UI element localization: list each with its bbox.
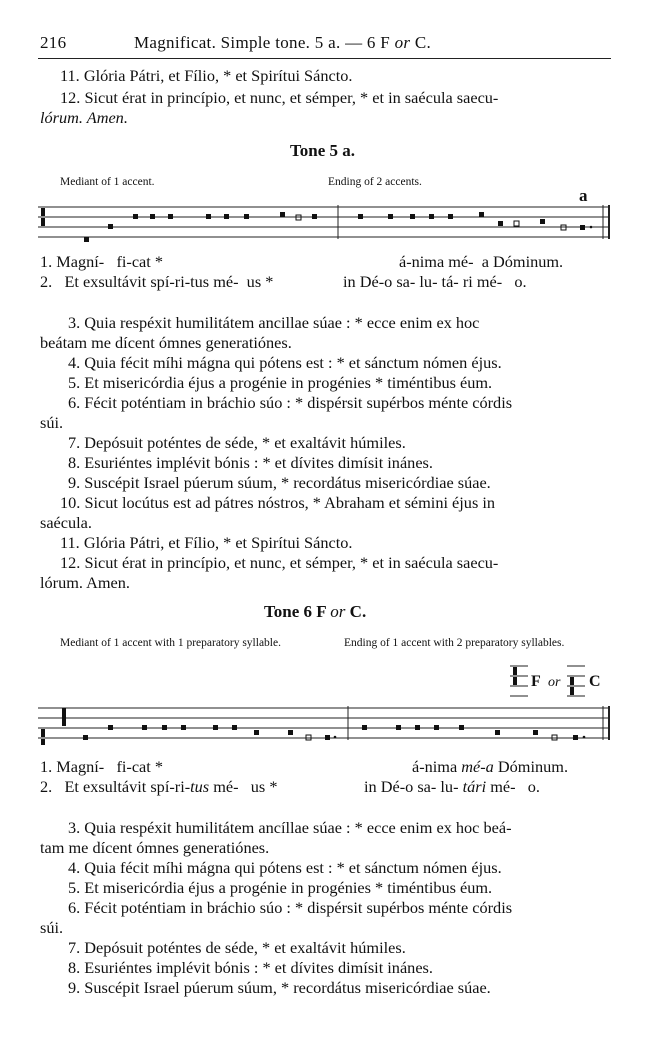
running-title-text: Magnificat. Simple tone. 5 a. — 6 F [134,33,391,52]
verse-line: 6. Fécit poténtiam in bráchio súo : * dispérsit supérbos ménte córdis [68,393,513,412]
neume [84,237,89,242]
neume [312,214,317,219]
verse-line: 4. Quia fécit míhi mágna qui pótens est : * et sánctum nómen éjus. [68,858,502,877]
neume [498,221,503,226]
neume [213,725,218,730]
neume [495,730,500,735]
verse-line: 7. Depósuit poténtes de séde, * et exaltávit húmiles. [68,938,406,957]
running-title-tail: C. [414,33,432,52]
neume [459,725,464,730]
neume [573,735,578,740]
tone6-underlay-1: 1. Magní- fi-cat * [40,757,164,776]
clef-c-letter: C [589,673,601,690]
tone5-ending-letter: a [579,186,588,205]
verse-continuation: saécula. [40,513,92,532]
tone6-mediant-label: Mediant of 1 accent with 1 preparatory syllable. [60,637,281,649]
c-clef-icon [567,662,587,702]
neume [244,214,249,219]
neume [580,225,585,230]
verse-line: 12. Sicut érat in princípio, et nunc, et sémper, * et in saécula saecu- [60,88,499,107]
c-clef-icon [41,208,45,216]
tone6-underlay-2: 2. Et exsultávit spí-ri-tus mé- us * [40,777,278,796]
neume [396,725,401,730]
tone5-underlay-2: 2. Et exsultávit spí-ri-tus mé- us * [40,272,274,291]
neume [150,214,155,219]
tone5-title: Tone 5 a. [290,141,356,160]
verse-line: 10. Sicut locútus est ad pátres nóstros, * Abraham et sémini éjus in [60,493,496,512]
neume [168,214,173,219]
clef-or: or [548,675,561,690]
f-clef-icon [510,662,530,702]
neume [288,730,293,735]
verse-continuation: tam me dícent ómnes generatiónes. [40,838,270,857]
page-number: 216 [40,33,67,52]
neume [224,214,229,219]
neume [325,735,330,740]
neume [388,214,393,219]
tone6-staff [38,706,613,748]
tone6-underlay-1b: á-nima mé-a Dóminum. [412,757,569,776]
verse-continuation: súi. [40,918,64,937]
clef-f-letter: F [531,673,541,690]
neume [232,725,237,730]
tone5-ending-label: Ending of 2 accents. [328,176,422,188]
verse-line: 9. Suscépit Israel púerum súum, * recordátus misericórdiae súae. [68,473,491,492]
neume [108,725,113,730]
tone5-underlay-1b: á-nima mé- a Dóminum. [399,252,564,271]
verse-line: 8. Esuriéntes implévit bónis : * et dívites dimísit inánes. [68,453,433,472]
neume [108,224,113,229]
neume [434,725,439,730]
neume [280,212,285,217]
custos [62,708,66,726]
neume [133,214,138,219]
verse-line: 5. Et misericórdia éjus a progénie in progénies * timéntibus éum. [68,373,493,392]
tone5-mediant-label: Mediant of 1 accent. [60,176,155,188]
neume [415,725,420,730]
tone6-ending-label: Ending of 1 accent with 2 preparatory syllables. [344,637,565,649]
tone5-underlay-2b: in Dé-o sa- lu- tá- ri mé- o. [343,272,527,291]
neume [448,214,453,219]
verse-line: 6. Fécit poténtiam in bráchio súo : * dispérsit supérbos ménte córdis [68,898,513,917]
header-rule [38,58,611,59]
neume [83,735,88,740]
neume [162,725,167,730]
neume [533,730,538,735]
neume [410,214,415,219]
tone6-underlay-2b: in Dé-o sa- lu- tári mé- o. [364,777,540,796]
tone5-staff [38,205,613,245]
verse-line: 3. Quia respéxit humilitátem ancillae súae : * ecce enim ex hoc [68,313,480,332]
verse-line: 12. Sicut érat in princípio, et nunc, et sémper, * et in saécula saecu- [60,553,499,572]
verse-continuation: lórum. Amen. [40,108,128,127]
verse-line: 11. Glória Pátri, et Fílio, * et Spirítui Sáncto. [60,66,353,85]
neume [206,214,211,219]
tone6-title: Tone 6 F or C. [264,602,367,621]
verse-continuation: súi. [40,413,64,432]
verse-line: 8. Esuriéntes implévit bónis : * et dívites dimísit inánes. [68,958,433,977]
verse-line: 3. Quia respéxit humilitátem ancíllae súae : * ecce enim ex hoc beá- [68,818,512,837]
verse-line: 9. Suscépit Israel púerum súum, * recordátus misericórdiae súae. [68,978,491,997]
neume [181,725,186,730]
verse-continuation: beátam me dícent ómnes generatiónes. [40,333,292,352]
neume [479,212,484,217]
verse-line: 7. Depósuit poténtes de séde, * et exaltávit húmiles. [68,433,406,452]
verse-line: 4. Quia fécit míhi mágna qui pótens est : * et sánctum nómen éjus. [68,353,502,372]
neume [429,214,434,219]
running-title-or: or [394,33,411,52]
neume [142,725,147,730]
running-title [134,33,431,53]
neume [362,725,367,730]
verse-line: 5. Et misericórdia éjus a progénie in progénies * timéntibus éum. [68,878,493,897]
neume [358,214,363,219]
neume [514,221,519,226]
neume [254,730,259,735]
verse-continuation: lórum. Amen. [40,573,130,592]
neume [540,219,545,224]
tone5-underlay-1: 1. Magní- fi-cat * [40,252,164,271]
verse-line: 11. Glória Pátri, et Fílio, * et Spirítui Sáncto. [60,533,353,552]
